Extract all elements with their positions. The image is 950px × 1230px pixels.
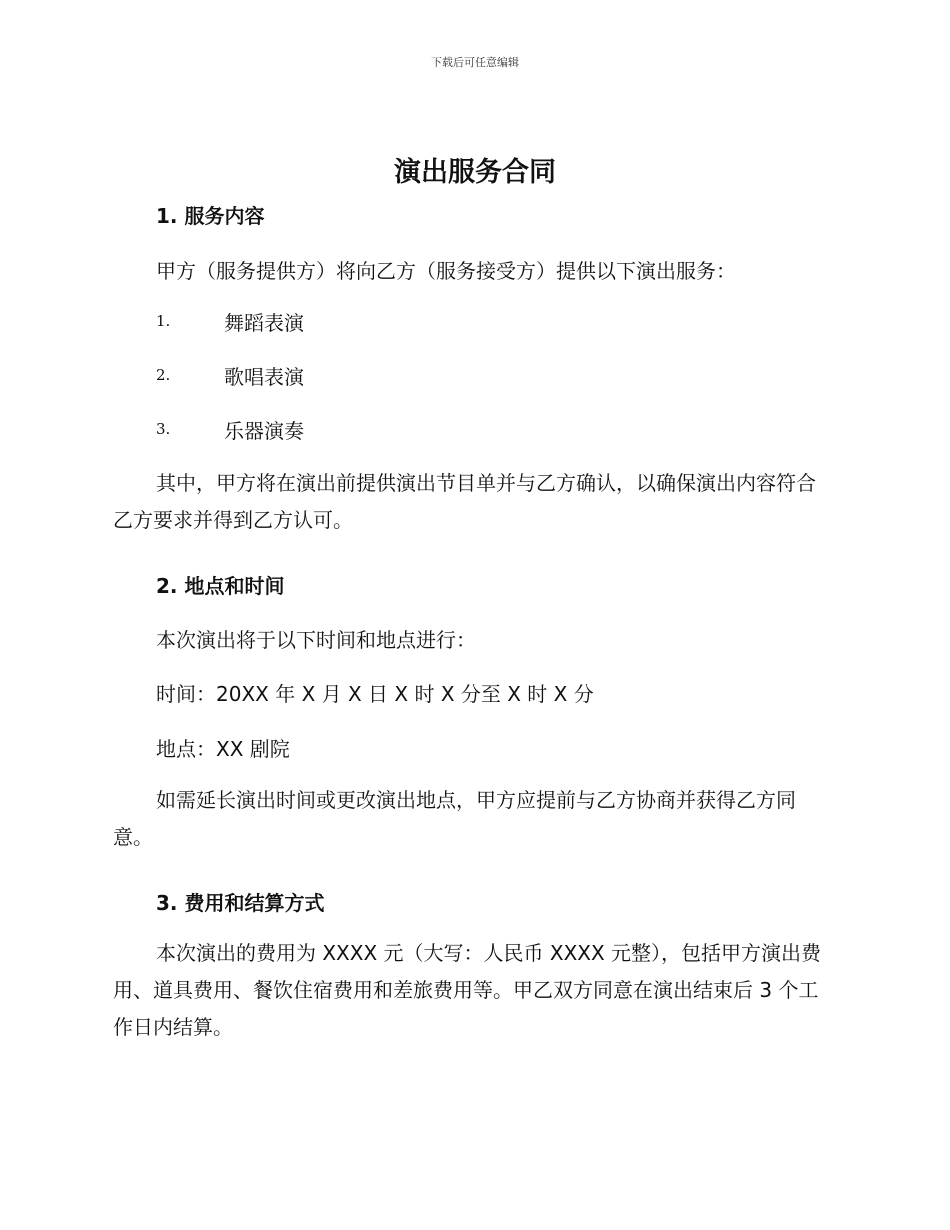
section-heading-service-content: 1. 服务内容 bbox=[156, 204, 265, 228]
list-item bbox=[156, 306, 304, 336]
place-line: 地点：XX 剧院 bbox=[156, 737, 290, 761]
document-title: 演出服务合同 bbox=[394, 157, 556, 188]
list-item bbox=[156, 414, 304, 444]
section-heading-fees-settlement: 3. 费用和结算方式 bbox=[156, 891, 325, 915]
list-number: 1. bbox=[156, 312, 171, 330]
list-text: 乐器演奏 bbox=[224, 418, 304, 443]
section-heading-place-time: 2. 地点和时间 bbox=[156, 574, 285, 598]
place-time-note-paragraph: 如需延长演出时间或更改演出地点，甲方应提前与乙方协商并获得乙方同意。 bbox=[113, 788, 796, 849]
page-header-note: 下载后可任意编辑 bbox=[431, 56, 519, 69]
place-time-intro: 本次演出将于以下时间和地点进行： bbox=[156, 628, 476, 652]
service-intro: 甲方（服务提供方）将向乙方（服务接受方）提供以下演出服务： bbox=[156, 259, 736, 283]
list-number: 2. bbox=[156, 366, 171, 384]
time-line: 时间：20XX 年 X 月 X 日 X 时 X 分至 X 时 X 分 bbox=[156, 682, 594, 706]
list-number: 3. bbox=[156, 420, 171, 438]
service-note-paragraph: 其中，甲方将在演出前提供演出节目单并与乙方确认，以确保演出内容符合乙方要求并得到乙方认可。 bbox=[113, 471, 816, 532]
list-text: 歌唱表演 bbox=[224, 364, 304, 389]
list-text: 舞蹈表演 bbox=[224, 310, 304, 335]
fees-paragraph: 本次演出的费用为 XXXX 元（大写：人民币 XXXX 元整），包括甲方演出费用、道具费用、餐饮住宿费用和差旅费用等。甲乙双方同意在演出结束后 3 个工作日内结算。 bbox=[113, 941, 822, 1039]
list-item bbox=[156, 360, 304, 390]
